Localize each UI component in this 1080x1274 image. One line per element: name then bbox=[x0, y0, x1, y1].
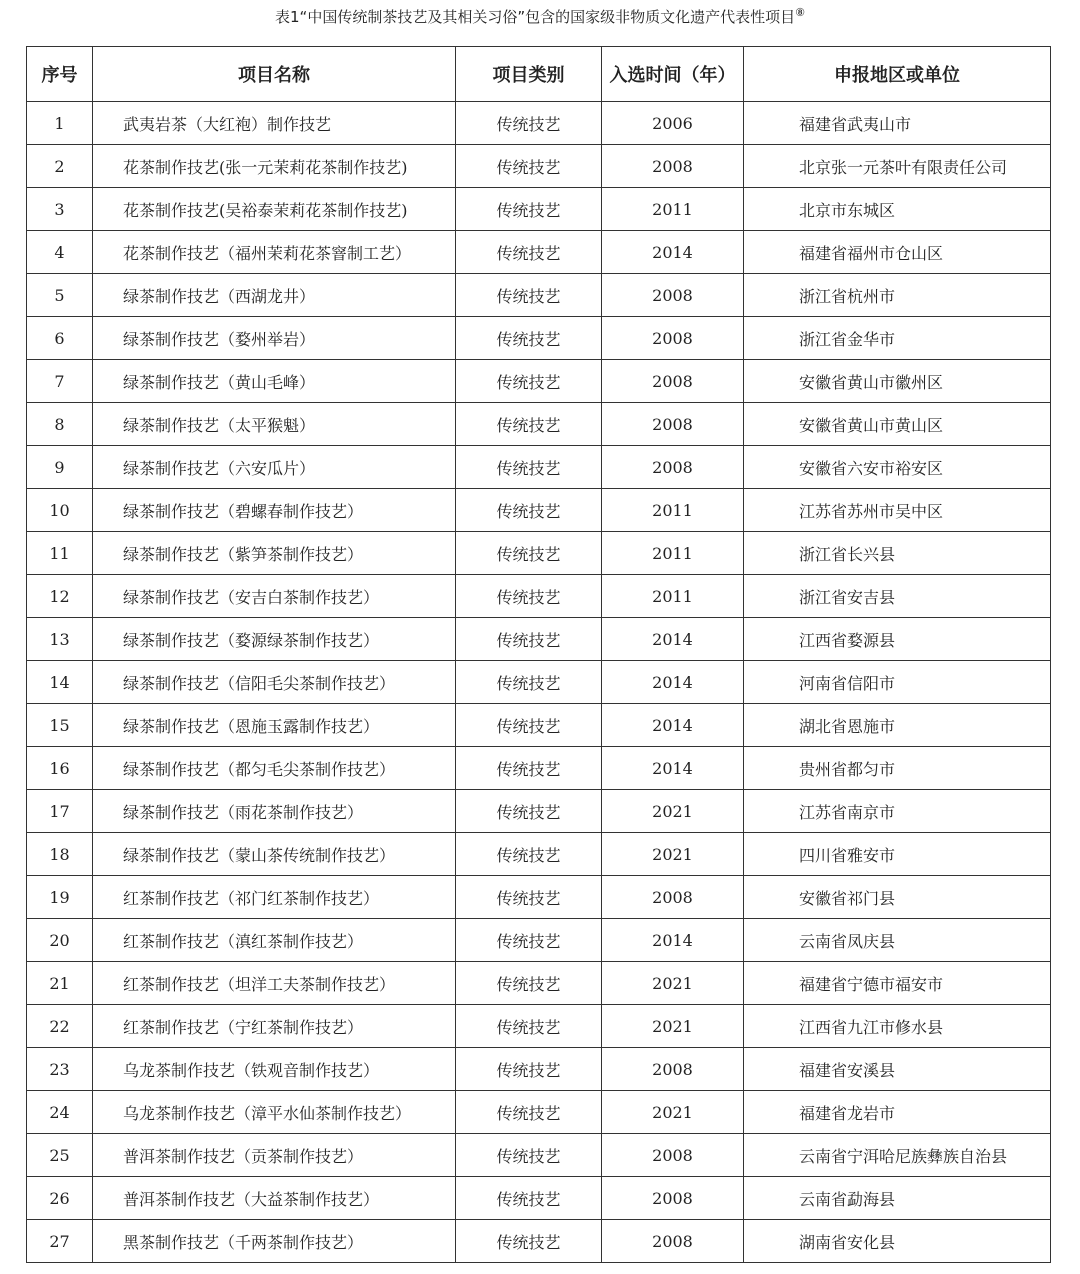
cell-category: 传统技艺 bbox=[456, 1048, 602, 1091]
cell-category: 传统技艺 bbox=[456, 1220, 602, 1263]
cell-name: 红茶制作技艺（坦洋工夫茶制作技艺） bbox=[93, 962, 456, 1005]
table-row bbox=[27, 1091, 1051, 1134]
table-row bbox=[27, 790, 1051, 833]
cell-name: 绿茶制作技艺（婺源绿茶制作技艺） bbox=[93, 618, 456, 661]
table-row bbox=[27, 317, 1051, 360]
cell-region: 福建省武夷山市 bbox=[744, 102, 1051, 145]
cell-year: 2021 bbox=[602, 1091, 744, 1134]
cell-year: 2008 bbox=[602, 360, 744, 403]
table-row bbox=[27, 575, 1051, 618]
cell-category: 传统技艺 bbox=[456, 1005, 602, 1048]
cell-name: 绿茶制作技艺（紫笋茶制作技艺） bbox=[93, 532, 456, 575]
cell-no: 18 bbox=[27, 833, 93, 876]
table-caption bbox=[0, 6, 1080, 27]
cell-name: 乌龙茶制作技艺（漳平水仙茶制作技艺） bbox=[93, 1091, 456, 1134]
cell-name: 花茶制作技艺(吴裕泰茉莉花茶制作技艺) bbox=[93, 188, 456, 231]
cell-region: 云南省勐海县 bbox=[744, 1177, 1051, 1220]
cell-year: 2021 bbox=[602, 790, 744, 833]
cell-region: 贵州省都匀市 bbox=[744, 747, 1051, 790]
header-category: 项目类别 bbox=[456, 47, 602, 102]
cell-no: 10 bbox=[27, 489, 93, 532]
cell-name: 绿茶制作技艺（六安瓜片） bbox=[93, 446, 456, 489]
header-no: 序号 bbox=[27, 47, 93, 102]
table-row bbox=[27, 145, 1051, 188]
table-row bbox=[27, 360, 1051, 403]
cell-year: 2008 bbox=[602, 1220, 744, 1263]
cell-year: 2008 bbox=[602, 145, 744, 188]
table-row bbox=[27, 1005, 1051, 1048]
header-year: 入选时间（年） bbox=[602, 47, 744, 102]
table-row bbox=[27, 747, 1051, 790]
cell-name: 绿茶制作技艺（太平猴魁） bbox=[93, 403, 456, 446]
cell-name: 黑茶制作技艺（千两茶制作技艺） bbox=[93, 1220, 456, 1263]
table-row bbox=[27, 919, 1051, 962]
cell-category: 传统技艺 bbox=[456, 532, 602, 575]
cell-no: 21 bbox=[27, 962, 93, 1005]
cell-year: 2011 bbox=[602, 188, 744, 231]
cell-region: 江苏省南京市 bbox=[744, 790, 1051, 833]
cell-year: 2008 bbox=[602, 403, 744, 446]
cell-region: 福建省龙岩市 bbox=[744, 1091, 1051, 1134]
footnote-marker: ⑧ bbox=[795, 6, 805, 19]
cell-no: 11 bbox=[27, 532, 93, 575]
cell-year: 2008 bbox=[602, 1048, 744, 1091]
cell-region: 湖南省安化县 bbox=[744, 1220, 1051, 1263]
table-row bbox=[27, 231, 1051, 274]
cell-no: 24 bbox=[27, 1091, 93, 1134]
cell-no: 23 bbox=[27, 1048, 93, 1091]
table-row bbox=[27, 833, 1051, 876]
cell-name: 花茶制作技艺(张一元茉莉花茶制作技艺) bbox=[93, 145, 456, 188]
table-row bbox=[27, 1134, 1051, 1177]
cell-name: 红茶制作技艺（宁红茶制作技艺） bbox=[93, 1005, 456, 1048]
table-row bbox=[27, 661, 1051, 704]
cell-region: 湖北省恩施市 bbox=[744, 704, 1051, 747]
cell-year: 2021 bbox=[602, 833, 744, 876]
cell-no: 27 bbox=[27, 1220, 93, 1263]
cell-year: 2006 bbox=[602, 102, 744, 145]
table-row bbox=[27, 532, 1051, 575]
table-row bbox=[27, 1177, 1051, 1220]
cell-category: 传统技艺 bbox=[456, 618, 602, 661]
cell-no: 12 bbox=[27, 575, 93, 618]
cell-region: 浙江省杭州市 bbox=[744, 274, 1051, 317]
cell-year: 2008 bbox=[602, 317, 744, 360]
cell-name: 花茶制作技艺（福州茉莉花茶窨制工艺） bbox=[93, 231, 456, 274]
cell-no: 5 bbox=[27, 274, 93, 317]
table-row bbox=[27, 403, 1051, 446]
cell-category: 传统技艺 bbox=[456, 231, 602, 274]
cell-region: 安徽省黄山市徽州区 bbox=[744, 360, 1051, 403]
table-header-row bbox=[27, 47, 1051, 102]
cell-no: 15 bbox=[27, 704, 93, 747]
cell-name: 红茶制作技艺（滇红茶制作技艺） bbox=[93, 919, 456, 962]
cell-year: 2008 bbox=[602, 446, 744, 489]
cell-category: 传统技艺 bbox=[456, 1134, 602, 1177]
table-row bbox=[27, 704, 1051, 747]
cell-category: 传统技艺 bbox=[456, 833, 602, 876]
cell-category: 传统技艺 bbox=[456, 145, 602, 188]
table-row bbox=[27, 876, 1051, 919]
caption-text: 表1“中国传统制茶技艺及其相关习俗”包含的国家级非物质文化遗产代表性项目 bbox=[275, 8, 796, 26]
cell-category: 传统技艺 bbox=[456, 1091, 602, 1134]
cell-no: 2 bbox=[27, 145, 93, 188]
cell-region: 云南省宁洱哈尼族彝族自治县 bbox=[744, 1134, 1051, 1177]
cell-year: 2011 bbox=[602, 532, 744, 575]
cell-year: 2011 bbox=[602, 489, 744, 532]
cell-name: 绿茶制作技艺（黄山毛峰） bbox=[93, 360, 456, 403]
cell-region: 安徽省黄山市黄山区 bbox=[744, 403, 1051, 446]
cell-category: 传统技艺 bbox=[456, 575, 602, 618]
cell-no: 26 bbox=[27, 1177, 93, 1220]
cell-no: 8 bbox=[27, 403, 93, 446]
table-row bbox=[27, 188, 1051, 231]
cell-region: 福建省安溪县 bbox=[744, 1048, 1051, 1091]
cell-no: 7 bbox=[27, 360, 93, 403]
cell-category: 传统技艺 bbox=[456, 704, 602, 747]
cell-region: 北京张一元茶叶有限责任公司 bbox=[744, 145, 1051, 188]
cell-year: 2014 bbox=[602, 661, 744, 704]
cell-category: 传统技艺 bbox=[456, 403, 602, 446]
cell-name: 绿茶制作技艺（雨花茶制作技艺） bbox=[93, 790, 456, 833]
table-row bbox=[27, 274, 1051, 317]
cell-year: 2008 bbox=[602, 876, 744, 919]
cell-region: 浙江省安吉县 bbox=[744, 575, 1051, 618]
cell-name: 普洱茶制作技艺（贡茶制作技艺） bbox=[93, 1134, 456, 1177]
cell-no: 25 bbox=[27, 1134, 93, 1177]
cell-region: 福建省福州市仓山区 bbox=[744, 231, 1051, 274]
cell-no: 9 bbox=[27, 446, 93, 489]
cell-region: 江苏省苏州市吴中区 bbox=[744, 489, 1051, 532]
cell-category: 传统技艺 bbox=[456, 360, 602, 403]
cell-no: 16 bbox=[27, 747, 93, 790]
cell-region: 安徽省祁门县 bbox=[744, 876, 1051, 919]
table-row bbox=[27, 102, 1051, 145]
table-row bbox=[27, 446, 1051, 489]
cell-year: 2011 bbox=[602, 575, 744, 618]
cell-category: 传统技艺 bbox=[456, 188, 602, 231]
cell-region: 四川省雅安市 bbox=[744, 833, 1051, 876]
cell-name: 红茶制作技艺（祁门红茶制作技艺） bbox=[93, 876, 456, 919]
heritage-table bbox=[26, 46, 1051, 1263]
cell-no: 20 bbox=[27, 919, 93, 962]
cell-name: 普洱茶制作技艺（大益茶制作技艺） bbox=[93, 1177, 456, 1220]
cell-name: 绿茶制作技艺（恩施玉露制作技艺） bbox=[93, 704, 456, 747]
table-row bbox=[27, 489, 1051, 532]
table-row bbox=[27, 1048, 1051, 1091]
cell-region: 浙江省金华市 bbox=[744, 317, 1051, 360]
cell-no: 19 bbox=[27, 876, 93, 919]
cell-category: 传统技艺 bbox=[456, 274, 602, 317]
table-body bbox=[27, 102, 1051, 1263]
cell-year: 2014 bbox=[602, 618, 744, 661]
cell-region: 江西省九江市修水县 bbox=[744, 1005, 1051, 1048]
cell-name: 绿茶制作技艺（蒙山茶传统制作技艺） bbox=[93, 833, 456, 876]
cell-no: 4 bbox=[27, 231, 93, 274]
cell-region: 江西省婺源县 bbox=[744, 618, 1051, 661]
table-row bbox=[27, 962, 1051, 1005]
cell-category: 传统技艺 bbox=[456, 446, 602, 489]
cell-category: 传统技艺 bbox=[456, 661, 602, 704]
cell-name: 绿茶制作技艺（婺州举岩） bbox=[93, 317, 456, 360]
cell-name: 绿茶制作技艺（碧螺春制作技艺） bbox=[93, 489, 456, 532]
cell-name: 绿茶制作技艺（安吉白茶制作技艺） bbox=[93, 575, 456, 618]
cell-category: 传统技艺 bbox=[456, 102, 602, 145]
cell-year: 2008 bbox=[602, 1177, 744, 1220]
cell-year: 2008 bbox=[602, 274, 744, 317]
cell-region: 北京市东城区 bbox=[744, 188, 1051, 231]
header-region: 申报地区或单位 bbox=[744, 47, 1051, 102]
cell-category: 传统技艺 bbox=[456, 962, 602, 1005]
cell-region: 云南省凤庆县 bbox=[744, 919, 1051, 962]
cell-year: 2008 bbox=[602, 1134, 744, 1177]
cell-no: 1 bbox=[27, 102, 93, 145]
cell-year: 2014 bbox=[602, 231, 744, 274]
cell-no: 17 bbox=[27, 790, 93, 833]
table-row bbox=[27, 1220, 1051, 1263]
cell-category: 传统技艺 bbox=[456, 790, 602, 833]
cell-region: 浙江省长兴县 bbox=[744, 532, 1051, 575]
cell-name: 乌龙茶制作技艺（铁观音制作技艺） bbox=[93, 1048, 456, 1091]
cell-year: 2021 bbox=[602, 962, 744, 1005]
cell-category: 传统技艺 bbox=[456, 919, 602, 962]
cell-category: 传统技艺 bbox=[456, 747, 602, 790]
cell-year: 2014 bbox=[602, 704, 744, 747]
cell-no: 3 bbox=[27, 188, 93, 231]
cell-region: 福建省宁德市福安市 bbox=[744, 962, 1051, 1005]
cell-category: 传统技艺 bbox=[456, 489, 602, 532]
cell-no: 22 bbox=[27, 1005, 93, 1048]
cell-name: 武夷岩茶（大红袍）制作技艺 bbox=[93, 102, 456, 145]
cell-year: 2021 bbox=[602, 1005, 744, 1048]
cell-year: 2014 bbox=[602, 919, 744, 962]
cell-no: 14 bbox=[27, 661, 93, 704]
cell-category: 传统技艺 bbox=[456, 876, 602, 919]
cell-name: 绿茶制作技艺（西湖龙井） bbox=[93, 274, 456, 317]
cell-category: 传统技艺 bbox=[456, 317, 602, 360]
table-row bbox=[27, 618, 1051, 661]
header-name: 项目名称 bbox=[93, 47, 456, 102]
cell-year: 2014 bbox=[602, 747, 744, 790]
cell-no: 13 bbox=[27, 618, 93, 661]
cell-name: 绿茶制作技艺（都匀毛尖茶制作技艺） bbox=[93, 747, 456, 790]
cell-category: 传统技艺 bbox=[456, 1177, 602, 1220]
cell-name: 绿茶制作技艺（信阳毛尖茶制作技艺） bbox=[93, 661, 456, 704]
cell-region: 安徽省六安市裕安区 bbox=[744, 446, 1051, 489]
cell-no: 6 bbox=[27, 317, 93, 360]
cell-region: 河南省信阳市 bbox=[744, 661, 1051, 704]
